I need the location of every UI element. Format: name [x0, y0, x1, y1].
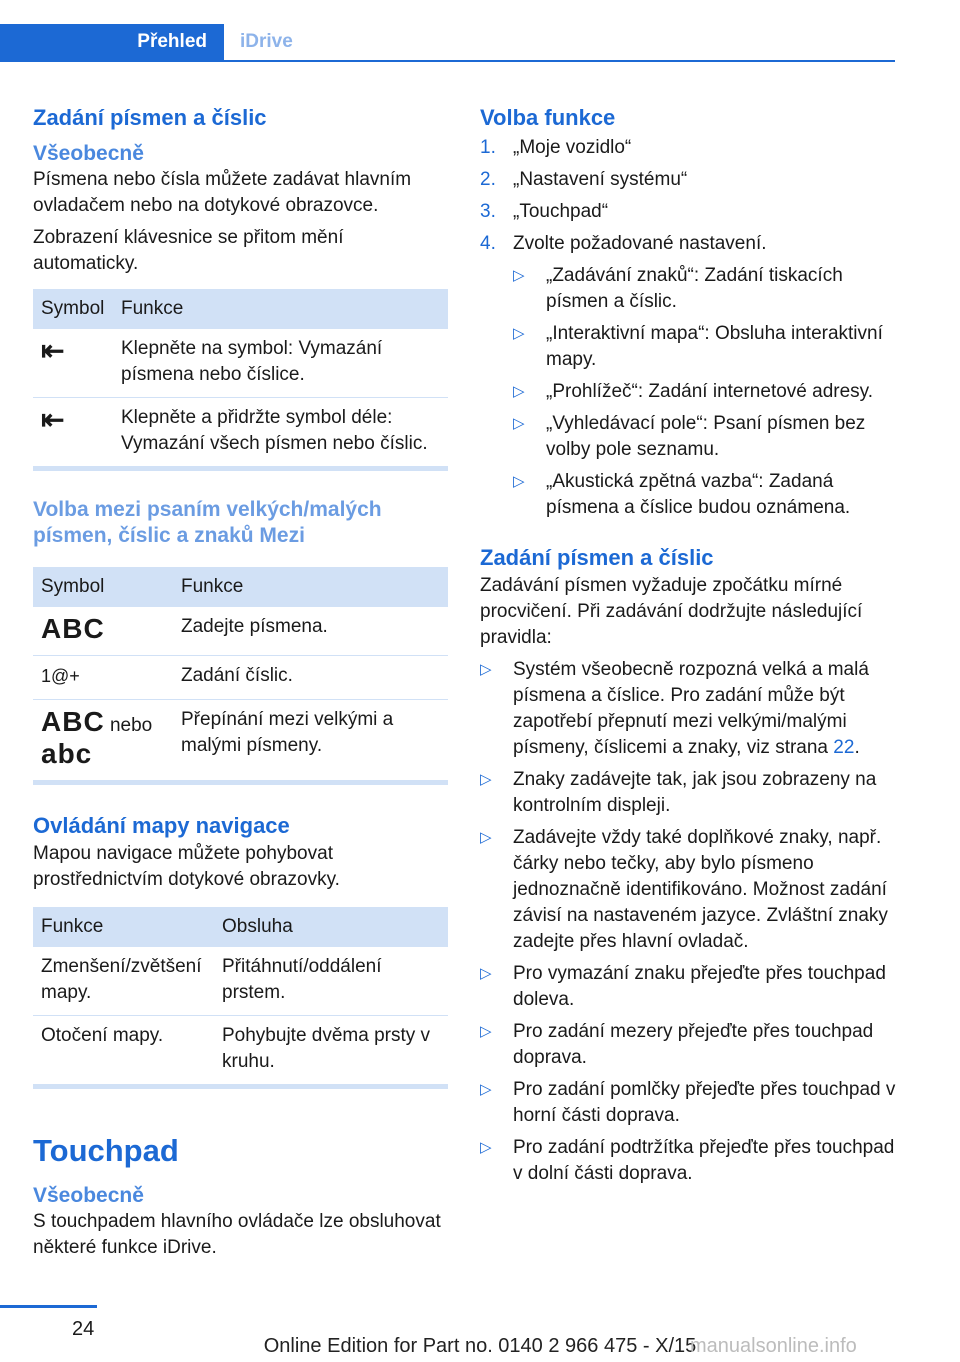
right-column	[480, 100, 896, 1193]
list-item	[480, 1135, 896, 1187]
table-divider	[33, 1084, 448, 1089]
step-text: „Touchpad“	[513, 201, 609, 222]
triangle-bullet-icon: ▷	[513, 415, 525, 432]
table-row	[33, 398, 448, 467]
rule-text: Znaky zadávejte tak, jak jsou zobrazeny na kontrolním displeji.	[513, 769, 877, 816]
table-header-symbol: Symbol	[33, 567, 173, 607]
list-item	[480, 1019, 896, 1071]
step-number: 2.	[480, 169, 496, 190]
step-text: „Nastavení systému“	[513, 169, 688, 190]
triangle-bullet-icon: ▷	[513, 383, 525, 400]
section-title-input: Zadání písmen a číslic	[33, 105, 267, 130]
list-item	[480, 825, 896, 955]
table-cell: Pohybujte dvěma prsty v kruhu.	[222, 1025, 431, 1072]
list-item	[480, 167, 896, 193]
step-number: 3.	[480, 201, 496, 222]
subheading-general: Všeobecně	[33, 1184, 144, 1207]
option-text: „Zadávání znaků“: Zadání tiskacích písmen a číslic.	[546, 265, 843, 312]
subheading-general: Všeobecně	[33, 142, 144, 165]
table-header-function: Funkce	[33, 907, 214, 947]
rules-list	[480, 657, 896, 1187]
step-text: „Moje vozidlo“	[513, 137, 632, 158]
header-tabs	[0, 24, 895, 62]
list-item	[513, 263, 896, 315]
step-number: 1.	[480, 137, 496, 158]
table-row	[33, 607, 448, 656]
table-header-function: Funkce	[113, 289, 448, 329]
symbol-table-delete	[33, 289, 448, 466]
list-item	[513, 411, 896, 463]
table-row	[33, 1016, 448, 1085]
left-column	[33, 100, 448, 1261]
step-number: 4.	[480, 233, 496, 254]
step-text: Zvolte požadované nastavení.	[513, 233, 767, 254]
watermark: manualsonline.info	[690, 1335, 857, 1357]
list-item	[480, 135, 896, 161]
table-cell: Přitáhnutí/oddálení prstem.	[214, 947, 448, 1016]
triangle-bullet-icon: ▷	[480, 1081, 492, 1098]
triangle-bullet-icon: ▷	[480, 771, 492, 788]
rule-text: Systém všeobecně rozpozná velká a malá písmena a číslice. Pro zadání může být zapotřebí přepnutí mezi velkými/malými písmeny, číslicemi a znaky, viz strana	[513, 659, 869, 758]
section-title-input-rules: Zadání písmen a číslic	[480, 545, 714, 570]
table-row	[33, 700, 448, 781]
backspace-icon: ⇤	[41, 404, 66, 435]
table-divider	[33, 780, 448, 785]
paragraph-map-intro: Mapou navigace můžete pohybovat prostřednictvím dotykové obrazovky.	[33, 843, 340, 890]
table-header-function: Funkce	[173, 567, 448, 607]
symbol-table-case	[33, 567, 448, 780]
rule-text-end: .	[854, 737, 860, 758]
list-item	[480, 657, 896, 761]
triangle-bullet-icon: ▷	[480, 1023, 492, 1040]
table-header-symbol: Symbol	[33, 289, 113, 329]
page-number: 24	[72, 1318, 95, 1340]
footer-edition: Online Edition for Part no. 0140 2 966 475 - X/15	[263, 1335, 697, 1357]
list-item	[513, 469, 896, 521]
option-text: „Vyhledávací pole“: Psaní písmen bez volby pole seznamu.	[546, 413, 866, 460]
rule-text: Zadávejte vždy také doplňkové znaky, např. čárky nebo tečky, aby bylo písmeno jednoznačně identifikováno. Možnost zadání závisí na nastaveném jazyce. Zvláštní znaky zadejte přes hlavní ovladač.	[513, 827, 888, 952]
triangle-bullet-icon: ▷	[513, 473, 525, 490]
option-text: „Prohlížeč“: Zadání internetové adresy.	[546, 381, 874, 402]
table-cell: Zadání číslic.	[173, 656, 448, 700]
rule-text: Pro vymazání znaku přejeďte přes touchpad doleva.	[513, 963, 886, 1010]
tab-prehled[interactable]: Přehled	[0, 24, 224, 60]
triangle-bullet-icon: ▷	[513, 325, 525, 342]
table-cell: Přepínání mezi velkými a malými písmeny.	[181, 709, 394, 756]
table-cell: Zmenšení/zvětšení mapy.	[33, 947, 214, 1016]
symbol-or-label: nebo	[109, 715, 153, 736]
table-cell: Zadejte písmena.	[173, 607, 448, 656]
numbers-symbols-icon: 1@+	[41, 666, 80, 686]
list-item	[480, 231, 896, 257]
table-cell: Klepněte na symbol: Vymazání písmena nebo číslice.	[113, 329, 448, 398]
abc-uppercase-icon: ABC	[41, 613, 105, 644]
rule-text: Pro zadání pomlčky přejeďte přes touchpad v horní části doprava.	[513, 1079, 896, 1126]
table-cell: Otočení mapy.	[41, 1025, 164, 1046]
map-control-table	[33, 907, 448, 1084]
steps-list	[480, 135, 896, 257]
backspace-icon: ⇤	[41, 335, 66, 366]
table-header-operation: Obsluha	[214, 907, 448, 947]
list-item	[480, 1077, 896, 1129]
list-item	[480, 767, 896, 819]
option-text: „Interaktivní mapa“: Obsluha interaktivní mapy.	[546, 323, 883, 370]
section-title-select-function: Volba funkce	[480, 105, 616, 130]
triangle-bullet-icon: ▷	[480, 661, 492, 678]
list-item	[513, 379, 896, 405]
rule-text: Pro zadání mezery přejeďte přes touchpad doprava.	[513, 1021, 874, 1068]
table-cell: Klepněte a přidržte symbol déle: Vymazání všech písmen nebo číslic.	[121, 407, 428, 454]
paragraph-input-intro: Písmena nebo čísla můžete zadávat hlavním ovladačem nebo na dotykové obrazovce.	[33, 169, 412, 216]
section-title-map: Ovládání mapy navigace	[33, 813, 290, 838]
list-item	[480, 961, 896, 1013]
triangle-bullet-icon: ▷	[480, 965, 492, 982]
table-row	[33, 656, 448, 700]
table-row	[33, 947, 448, 1016]
page-number-bar	[0, 1305, 97, 1308]
tab-idrive[interactable]: iDrive	[240, 31, 293, 52]
triangle-bullet-icon: ▷	[480, 829, 492, 846]
table-divider	[33, 466, 448, 471]
page-link[interactable]: 22	[833, 737, 855, 758]
list-item	[513, 321, 896, 373]
triangle-bullet-icon: ▷	[480, 1139, 492, 1156]
option-text: „Akustická zpětná vazba“: Zadaná písmena a číslice budou oznámena.	[546, 471, 851, 518]
triangle-bullet-icon: ▷	[513, 267, 525, 284]
table-row	[33, 329, 448, 398]
paragraph-rules-intro: Zadávání písmen vyžaduje zpočátku mírné procvičení. Při zadávání dodržujte následující pravidla:	[480, 575, 863, 648]
chapter-title-touchpad: Touchpad	[33, 1133, 179, 1168]
paragraph-touchpad-intro: S touchpadem hlavního ovládače lze obsluhovat některé funkce iDrive.	[33, 1211, 441, 1258]
abc-uppercase-icon: ABC	[41, 706, 105, 737]
list-item	[480, 199, 896, 225]
subheading-case-switch: Volba mezi psaním velkých/malých písmen, číslic a znaků Mezi	[33, 498, 382, 547]
paragraph-keyboard-change: Zobrazení klávesnice se přitom mění automaticky.	[33, 227, 344, 274]
options-list	[513, 263, 896, 521]
abc-lowercase-icon: abc	[41, 738, 93, 769]
rule-text: Pro zadání podtržítka přejeďte přes touchpad v dolní části doprava.	[513, 1137, 895, 1184]
